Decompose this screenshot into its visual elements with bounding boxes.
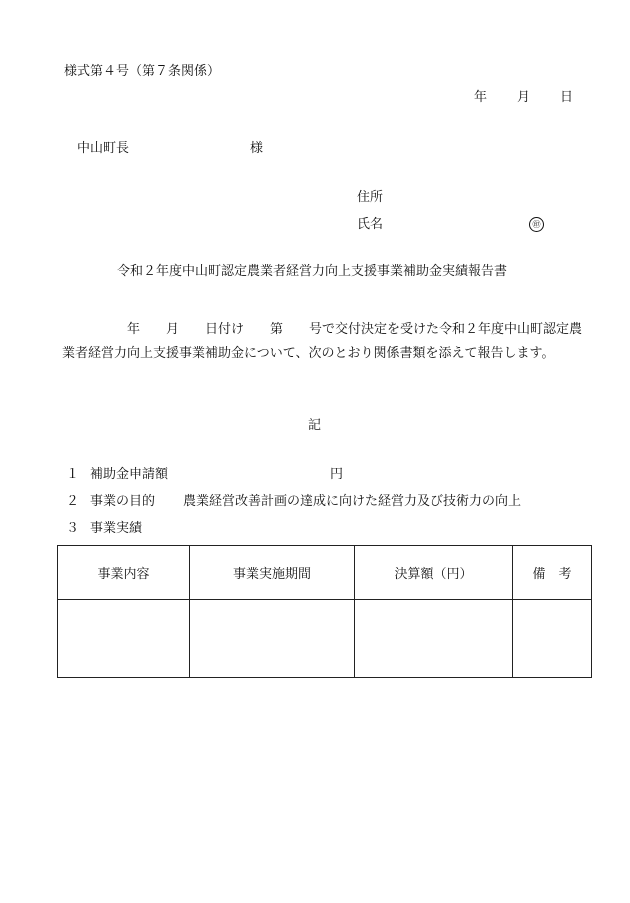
item-1-number: １ bbox=[66, 467, 80, 482]
table-row bbox=[58, 600, 592, 678]
results-table bbox=[57, 545, 592, 678]
ki-heading: 記 bbox=[308, 418, 322, 433]
item-2-label: 事業の目的 bbox=[90, 494, 156, 509]
header-business-content: 事業内容 bbox=[58, 546, 190, 600]
date-month: 月 bbox=[517, 90, 531, 105]
date-year: 年 bbox=[474, 90, 488, 105]
cell-implementation-period[interactable] bbox=[190, 600, 355, 678]
cell-settlement-amount[interactable] bbox=[355, 600, 513, 678]
recipient-name: 中山町長 bbox=[77, 141, 130, 156]
address-label: 住所 bbox=[357, 190, 384, 205]
document-title: 令和２年度中山町認定農業者経営力向上支援事業補助金実績報告書 bbox=[117, 264, 508, 279]
body-paragraph: 年 月 日付け 第 号で交付決定を受けた令和２年度中山町認定農業者経営力向上支援事業補助金について、次のとおり関係書類を添えて報告します。 bbox=[62, 322, 583, 361]
seal-mark: ㊞ bbox=[529, 217, 544, 232]
item-2-detail: 農業経営改善計画の達成に向けた経営力及び技術力の向上 bbox=[183, 494, 522, 509]
cell-remarks[interactable] bbox=[513, 600, 592, 678]
item-3 bbox=[66, 521, 142, 537]
date-line bbox=[474, 90, 573, 106]
item-3-number: ３ bbox=[66, 521, 80, 536]
header-implementation-period: 事業実施期間 bbox=[190, 546, 355, 600]
date-day: 日 bbox=[560, 90, 574, 105]
item-2-number: ２ bbox=[66, 494, 80, 509]
recipient-honorific: 様 bbox=[250, 141, 264, 156]
name-label: 氏名 bbox=[357, 217, 384, 232]
item-2 bbox=[66, 494, 155, 510]
item-1-yen: 円 bbox=[330, 467, 344, 482]
header-remarks: 備 考 bbox=[513, 546, 592, 600]
form-number: 様式第４号（第７条関係） bbox=[64, 64, 221, 79]
header-settlement-amount: 決算額（円） bbox=[355, 546, 513, 600]
item-1-label: 補助金申請額 bbox=[90, 467, 169, 482]
cell-business-content[interactable] bbox=[58, 600, 190, 678]
table-header-row bbox=[58, 546, 592, 600]
item-1 bbox=[66, 467, 168, 483]
item-3-label: 事業実績 bbox=[90, 521, 143, 536]
